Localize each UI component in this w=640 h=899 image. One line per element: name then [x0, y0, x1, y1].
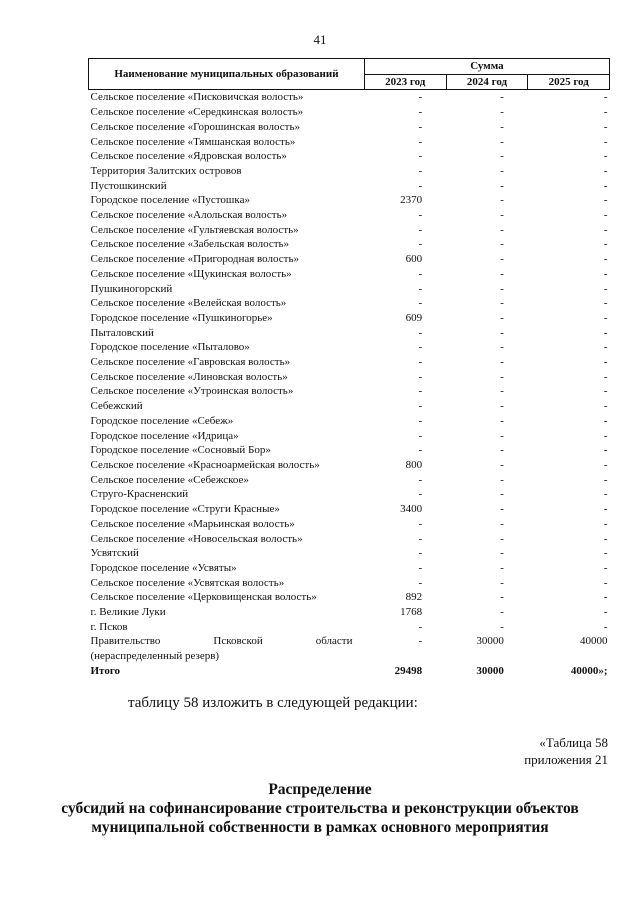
row-name: Себежский [90, 400, 143, 413]
table-row [89, 487, 610, 502]
row-value-2024: - [500, 150, 504, 163]
government-row-name [89, 634, 365, 663]
row-name: Городское поселение «Сосновый Бор» [90, 444, 271, 457]
table-row [89, 296, 610, 311]
row-value-2023: 800 [405, 458, 423, 471]
row-value-2023: 2370 [400, 194, 423, 207]
row-name: Сельское поселение «Усвятская волость» [90, 576, 285, 589]
table-row [89, 90, 610, 105]
row-value-2023: - [418, 297, 423, 310]
heading-line2: субсидий на софинансирование строительства и реконструкции объектов [61, 800, 579, 817]
row-value-2024: - [500, 164, 504, 177]
row-name: Усвятский [90, 547, 139, 560]
total-row [89, 664, 610, 679]
government-name-word: области [315, 635, 353, 648]
table-ref-line1: «Таблица 58 [539, 735, 608, 750]
row-value-2024: - [500, 135, 504, 148]
table-row [89, 120, 610, 135]
government-name-line1 [91, 634, 353, 649]
row-value-2024: - [500, 356, 504, 369]
row-name: Сельское поселение «Ядровская волость» [90, 150, 287, 163]
row-value-2023: - [418, 209, 423, 222]
row-value-2023: - [418, 561, 423, 574]
row-value-2024: - [500, 414, 504, 427]
row-value-2025: - [603, 267, 608, 280]
row-value-2025: - [603, 253, 608, 266]
row-value-2025: - [603, 326, 608, 339]
row-name: Городское поселение «Пустошка» [90, 194, 250, 207]
row-value-2023: 1768 [400, 606, 423, 619]
row-value-2023: - [418, 620, 423, 633]
table-row [89, 620, 610, 635]
table-header [89, 59, 610, 90]
table-row [89, 561, 610, 576]
row-name: Сельское поселение «Гультяевская волость» [90, 223, 299, 236]
table-row [89, 208, 610, 223]
row-value-2025: - [603, 341, 608, 354]
row-value-2024: - [500, 458, 504, 471]
row-value-2024: - [500, 517, 504, 530]
row-value-2025: - [603, 120, 608, 133]
table-row [89, 590, 610, 605]
row-value-2024: - [500, 282, 504, 295]
row-name: Сельское поселение «Велейская волость» [90, 297, 287, 310]
row-value-2025: - [603, 311, 608, 324]
row-value-2025: - [603, 106, 608, 119]
table-row [89, 340, 610, 355]
intro-text: таблицу 58 изложить в следующей редакции: [128, 695, 418, 711]
table-row [89, 458, 610, 473]
heading-line1: Распределение [268, 781, 372, 798]
row-value-2023: - [418, 532, 423, 545]
row-value-2024: - [500, 267, 504, 280]
row-value-2024: - [500, 370, 504, 383]
row-value-2025: - [603, 488, 608, 501]
row-value-2024: - [500, 488, 504, 501]
row-value-2023: - [418, 370, 423, 383]
row-name: Городское поселение «Себеж» [90, 414, 234, 427]
row-name: Пустошкинский [90, 179, 167, 192]
row-value-2024: - [500, 91, 504, 104]
table-row [89, 384, 610, 399]
row-name: Сельское поселение «Щукинская волость» [90, 267, 292, 280]
row-value-2023: - [418, 488, 423, 501]
row-value-2024: - [500, 326, 504, 339]
row-name: Городское поселение «Пушкиногорье» [90, 311, 273, 324]
row-value-2024: - [500, 620, 504, 633]
row-name: Сельское поселение «Марьинская волость» [90, 517, 295, 530]
row-value-2025: - [603, 135, 608, 148]
row-value-2025: - [603, 209, 608, 222]
table-row [89, 517, 610, 532]
row-value-2024: - [500, 503, 504, 516]
row-value-2023: - [418, 106, 423, 119]
row-value-2023: - [418, 267, 423, 280]
row-value-2023: 609 [405, 311, 423, 324]
row-value-2025: - [603, 400, 608, 413]
row-name: Сельское поселение «Утроинская волость» [90, 385, 294, 398]
row-value-2024: - [500, 311, 504, 324]
table-body [89, 90, 610, 679]
table-row [89, 149, 610, 164]
table-row [89, 605, 610, 620]
row-value-2025: - [603, 444, 608, 457]
row-value-2024: - [500, 473, 504, 486]
row-value-2024: - [500, 209, 504, 222]
row-name: Пыталовский [90, 326, 154, 339]
government-name-line2: (нераспределенный резерв) [90, 650, 220, 663]
government-value-2024: 30000 [476, 635, 504, 648]
row-value-2024: - [500, 606, 504, 619]
row-value-2024: - [500, 223, 504, 236]
row-value-2023: - [418, 91, 423, 104]
row-value-2024: - [500, 429, 504, 442]
row-value-2025: - [603, 458, 608, 471]
table-row [89, 223, 610, 238]
table-row [89, 282, 610, 297]
table-reference [524, 734, 608, 768]
row-value-2023: - [418, 238, 423, 251]
row-name: Городское поселение «Усвяты» [90, 561, 237, 574]
row-name: г. Псков [90, 620, 128, 633]
row-value-2024: - [500, 341, 504, 354]
row-value-2023: - [418, 429, 423, 442]
row-value-2023: - [418, 444, 423, 457]
row-value-2025: - [603, 91, 608, 104]
row-name: Сельское поселение «Линовская волость» [90, 370, 288, 383]
row-value-2025: - [603, 620, 608, 633]
table-row [89, 326, 610, 341]
row-value-2025: - [603, 576, 608, 589]
row-value-2023: - [418, 326, 423, 339]
row-name: Сельское поселение «Гавровская волость» [90, 356, 291, 369]
row-value-2023: - [418, 120, 423, 133]
table-row [89, 193, 610, 208]
row-value-2025: - [603, 414, 608, 427]
header-year-2023: 2023 год [364, 74, 446, 90]
row-value-2024: - [500, 385, 504, 398]
row-value-2023: - [418, 517, 423, 530]
table-row [89, 370, 610, 385]
row-value-2024: - [500, 253, 504, 266]
row-name: Территория Залитских островов [90, 164, 242, 177]
row-value-2024: - [500, 297, 504, 310]
row-value-2025: - [603, 473, 608, 486]
total-value-2023: 29498 [394, 664, 423, 677]
row-name: Сельское поселение «Себежское» [90, 473, 249, 486]
row-value-2023: 892 [405, 591, 423, 604]
row-value-2023: - [418, 282, 423, 295]
table-row [89, 429, 610, 444]
row-value-2024: - [500, 194, 504, 207]
table-ref-line2: приложения 21 [524, 752, 608, 767]
row-value-2024: - [500, 576, 504, 589]
row-value-2024: - [500, 238, 504, 251]
row-value-2024: - [500, 444, 504, 457]
table-row [89, 414, 610, 429]
header-sum: Сумма [364, 59, 609, 75]
row-value-2025: - [603, 282, 608, 295]
row-value-2023: - [418, 150, 423, 163]
row-value-2025: - [603, 517, 608, 530]
row-value-2025: - [603, 591, 608, 604]
row-value-2025: - [603, 503, 608, 516]
total-label: Итого [90, 664, 121, 677]
row-value-2025: - [603, 370, 608, 383]
row-name: Струго-Красненский [90, 488, 189, 501]
row-value-2024: - [500, 561, 504, 574]
heading-line3: муниципальной собственности в рамках основного мероприятия [91, 819, 549, 836]
row-value-2025: - [603, 164, 608, 177]
row-value-2023: - [418, 400, 423, 413]
row-value-2023: - [418, 414, 423, 427]
header-year-2025: 2025 год [528, 74, 610, 90]
government-value-2025: 40000 [580, 635, 608, 648]
row-value-2023: - [418, 473, 423, 486]
table-row [89, 252, 610, 267]
row-name: Сельское поселение «Пригородная волость» [90, 253, 300, 266]
subsidy-table [88, 58, 610, 679]
government-name-word: Псковской [213, 635, 263, 648]
row-value-2025: - [603, 194, 608, 207]
table-row [89, 546, 610, 561]
row-value-2023: - [418, 356, 423, 369]
row-value-2025: - [603, 238, 608, 251]
table-row [89, 355, 610, 370]
row-value-2023: 600 [405, 253, 423, 266]
row-value-2023: - [418, 341, 423, 354]
total-value-2025: 40000»; [570, 664, 608, 677]
table-row [89, 532, 610, 547]
row-value-2023: - [418, 547, 423, 560]
row-value-2023: - [418, 576, 423, 589]
row-value-2025: - [603, 561, 608, 574]
row-name: Сельское поселение «Середкинская волость» [90, 106, 304, 119]
row-name: Сельское поселение «Церковищенская волость» [90, 591, 317, 604]
header-year-2024: 2024 год [446, 74, 528, 90]
row-value-2023: - [418, 135, 423, 148]
table-row [89, 237, 610, 252]
table-row [89, 576, 610, 591]
table-row [89, 502, 610, 517]
row-value-2023: 3400 [400, 503, 423, 516]
row-value-2025: - [603, 429, 608, 442]
row-value-2025: - [603, 297, 608, 310]
table-row [89, 311, 610, 326]
page-number: 41 [313, 32, 327, 47]
row-value-2025: - [603, 356, 608, 369]
row-value-2025: - [603, 179, 608, 192]
row-name: Городское поселение «Пыталово» [90, 341, 250, 354]
table-row [89, 267, 610, 282]
table-row [89, 399, 610, 414]
total-value-2024: 30000 [476, 664, 504, 677]
row-value-2024: - [500, 179, 504, 192]
table-row [89, 105, 610, 120]
row-value-2024: - [500, 400, 504, 413]
row-value-2024: - [500, 106, 504, 119]
row-value-2025: - [603, 532, 608, 545]
section-heading [0, 780, 640, 837]
row-name: Сельское поселение «Горошинская волость» [90, 120, 300, 133]
government-name-word: Правительство [90, 635, 161, 648]
row-value-2025: - [603, 385, 608, 398]
row-name: Сельское поселение «Красноармейская волость» [90, 458, 320, 471]
table-row [89, 164, 610, 179]
government-value-2023: - [418, 635, 423, 648]
row-name: Пушкиногорский [90, 282, 173, 295]
row-value-2023: - [418, 223, 423, 236]
row-value-2025: - [603, 606, 608, 619]
row-name: Сельское поселение «Писковичская волость» [90, 91, 304, 104]
row-name: Сельское поселение «Забельская волость» [90, 238, 290, 251]
row-value-2025: - [603, 150, 608, 163]
row-name: г. Великие Луки [90, 606, 166, 619]
row-name: Сельское поселение «Алольская волость» [90, 209, 288, 222]
row-value-2025: - [603, 223, 608, 236]
table-row [89, 179, 610, 194]
row-value-2024: - [500, 532, 504, 545]
row-value-2024: - [500, 120, 504, 133]
header-name: Наименование муниципальных образований [89, 59, 365, 90]
table-row [89, 443, 610, 458]
row-name: Городское поселение «Струги Красные» [90, 503, 280, 516]
row-name: Сельское поселение «Новосельская волость» [90, 532, 303, 545]
row-value-2023: - [418, 179, 423, 192]
row-value-2024: - [500, 547, 504, 560]
row-value-2023: - [418, 385, 423, 398]
government-row [89, 634, 610, 663]
row-name: Городское поселение «Идрица» [90, 429, 239, 442]
table-row [89, 135, 610, 150]
row-value-2024: - [500, 591, 504, 604]
row-value-2025: - [603, 547, 608, 560]
row-name: Сельское поселение «Тямшанская волость» [90, 135, 296, 148]
row-value-2023: - [418, 164, 423, 177]
table-row [89, 473, 610, 488]
